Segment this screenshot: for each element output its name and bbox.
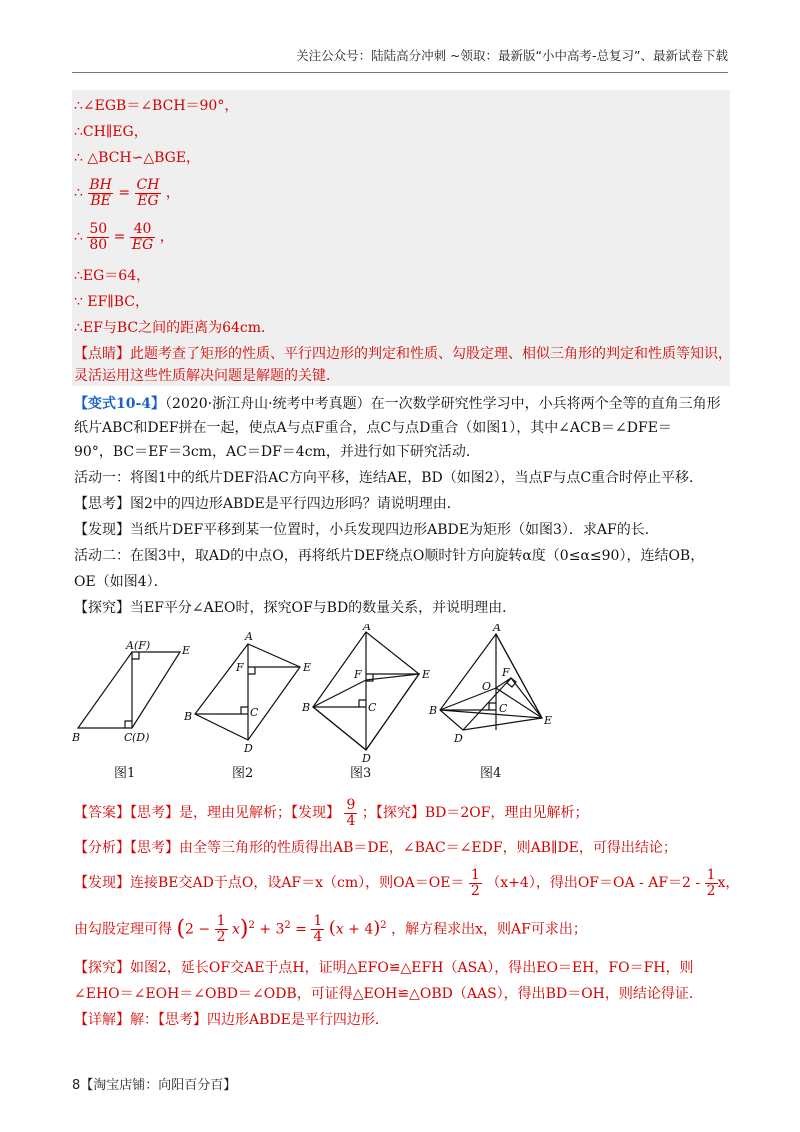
fig2-label-e: E <box>303 661 312 674</box>
fig1-right-angle-mark <box>125 721 132 728</box>
fig1-right-angle-mark-2 <box>132 652 139 659</box>
page-header: 关注公众号：陆陆高分冲刺 ~领取：最新版“小中高考-总复习”、最新试卷下载 <box>296 48 728 63</box>
fig4-label-b: B <box>429 704 438 717</box>
fig2-label-f: F <box>236 661 244 674</box>
solution-line-4: ∴EG＝64， <box>74 268 151 284</box>
fig3-label-a: A <box>363 624 371 633</box>
fig1-label-d: (D) <box>132 731 150 744</box>
dianjing-line-2: 灵活运用这些性质解决问题是解题的关键． <box>74 368 340 384</box>
solution-fraction-2: ∴ $\frac{50}{80}$ = $\frac{40}{EG}$ ， <box>74 220 174 253</box>
fig2-label-c: C <box>250 706 259 719</box>
explore-line-1: 【探究】如图2，延长OF交AE于点H，证明△EFO≌△EFH（ASA），得出EO＝EH，FO＝FH，则 <box>74 960 694 976</box>
fig2-caption: 图2 <box>232 766 254 781</box>
fig3-label-c: C <box>368 701 377 714</box>
page-number: 8 <box>72 1078 81 1093</box>
problem-line-1: 【变式10-4】（2020·浙江舟山·统考中考真题）在一次数学研究性学习中，小兵将两个全等的直角三角形 <box>74 396 721 412</box>
solution-line-6: ∴EF与BC之间的距离为64cm． <box>74 320 276 336</box>
problem-line-8: OE（如图4）． <box>74 574 168 590</box>
fig3-caption: 图3 <box>350 766 372 781</box>
fig4-label-o: O <box>482 680 492 693</box>
problem-line-2: 纸片ABC和DEF拼在一起，使点A与点F重合，点C与点D重合（如图1），其中∠ACB＝∠DFE＝ <box>74 420 672 436</box>
figures-row <box>70 624 590 784</box>
explore-line-2: ∠EHO＝∠EOH＝∠OBD＝∠ODB，可证得△EOH≌△OBD（AAS），得出BD＝OH，则结论得证． <box>74 986 703 1002</box>
fig4-label-f: F <box>502 666 510 679</box>
solution-line-2: ∴CH∥EG， <box>74 124 148 140</box>
solution-line-3: ∴ △BCH∽△BGE， <box>74 150 201 166</box>
fig4-caption: 图4 <box>480 766 502 781</box>
analysis-line: 【分析】【思考】由全等三角形的性质得出AB＝DE，∠BAC＝∠EDF，则AB∥DE，可得出结论； <box>74 840 677 856</box>
fig3-mark-2 <box>359 700 366 707</box>
fig3-label-f: F <box>354 668 362 681</box>
fig1-parallelogram <box>78 652 180 728</box>
fig2-mark-1 <box>248 667 255 674</box>
fig4-be <box>440 710 542 718</box>
solution-fraction-1: ∴ $\frac{BH}{BE}$ = $\frac{CH}{EG}$ ， <box>74 176 180 209</box>
fig2-label-d: D <box>244 742 253 755</box>
problem-line-7: 活动二：在图3中，取AD的中点O，再将纸片DEF绕点O顺时针方向旋转α度（0≤α≤90），连结OB， <box>74 548 705 564</box>
problem-line-9: 【探究】当EF平分∠AEO时，探究OF与BD的数量关系，并说明理由． <box>74 600 517 616</box>
solution-line-1: ∴∠EGB＝∠BCH＝90°， <box>74 98 239 114</box>
fig1-label-b: B <box>72 731 81 744</box>
dianjing-line-1: 【点睛】此题考查了矩形的性质、平行四边形的判定和性质、勾股定理、相似三角形的判定和性质等知识， <box>74 346 732 362</box>
fig3-label-b: B <box>302 701 311 714</box>
fig2-mark-2 <box>241 707 248 714</box>
fig4-label-d: D <box>454 732 463 745</box>
answer-line: 【答案】【思考】是，理由见解析；【发现】 $\frac{9}{4}$ ；【探究】BD＝2OF，理由见解析； <box>74 796 589 829</box>
fig2-label-a: A <box>245 630 253 643</box>
fig4-mark-1 <box>489 703 496 710</box>
problem-line-6: 【发现】当纸片DEF平移到某一位置时，小兵发现四边形ABDE为矩形（如图3）．求AF的长． <box>74 522 659 538</box>
fig1-label-f: (F) <box>134 639 151 652</box>
fig1-caption: 图1 <box>114 766 136 781</box>
fig3-label-d: D <box>362 752 371 765</box>
problem-line-4: 活动一：将图1中的纸片DEF沿AC方向平移，连结AE，BD（如图2），当点F与点C重合时停止平移． <box>74 470 704 486</box>
fig3-label-e: E <box>422 668 431 681</box>
problem-line-3: 90°，BC＝EF＝3cm，AC＝DF＝4cm，并进行如下研究活动． <box>74 444 480 460</box>
header-rule <box>72 72 728 73</box>
fig4-label-a: A <box>493 624 501 634</box>
fig4-label-e: E <box>544 714 553 727</box>
detail-line: 【详解】解：【思考】四边形ABDE是平行四边形． <box>74 1012 389 1028</box>
fig1-label-a: A <box>126 639 134 652</box>
problem-line-5: 【思考】图2中的四边形ABDE是平行四边形吗？请说明理由． <box>74 496 461 512</box>
fig4-label-c: C <box>499 702 508 715</box>
fig2-label-b: B <box>184 710 193 723</box>
fig1-label-c: C <box>124 731 133 744</box>
discover-line-1: 【发现】连接BE交AD于点O，设AF＝x（cm），则OA＝OE＝ $\frac{1}{2}$ （x+4），得出OF＝OA - AF＝2 - $\frac{1}{2}$ x， <box>74 866 740 899</box>
shop-name: 【淘宝店铺：向阳百分百】 <box>80 1078 237 1093</box>
fig1-label-e: E <box>182 644 191 657</box>
solution-line-5: ∵ EF∥BC， <box>74 294 150 310</box>
page-footer <box>72 1074 236 1093</box>
fig4-fe <box>511 678 542 718</box>
geometry-figures <box>70 624 590 784</box>
discover-line-2: 由勾股定理可得 (2 − $\frac{1}{2}$ $x)^2 + 3^2$ = $\frac{1}{4}$ $(x + 4)^2$ ，解方程求出x，则AF可求出； <box>74 913 587 946</box>
